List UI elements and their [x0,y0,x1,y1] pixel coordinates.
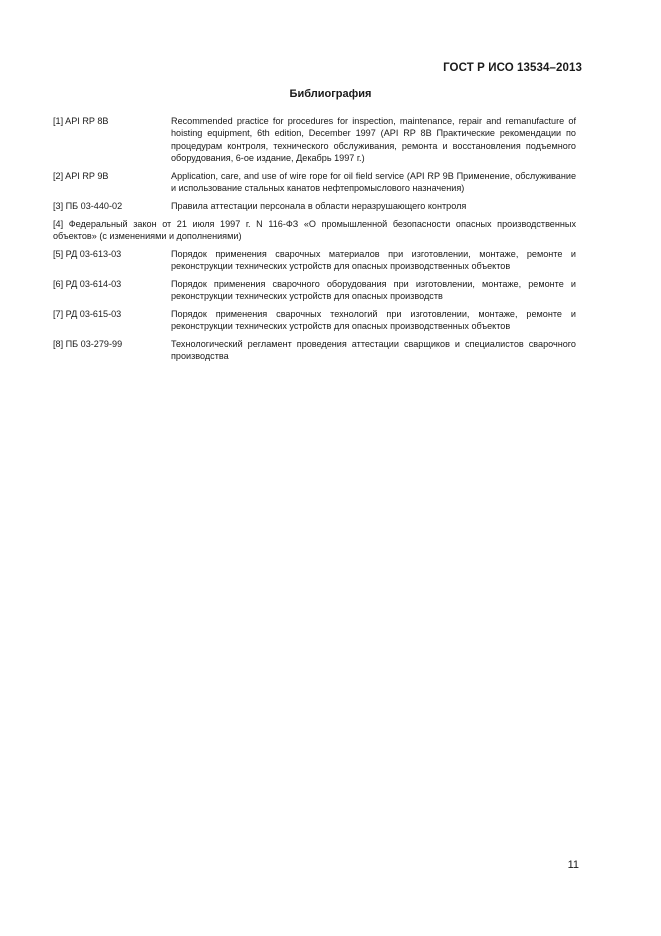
entry-description: Порядок применения сварочных технологий при изготовлении, монтаже, ремонте и реконструкции технических устройств для опасных производственных объектов [171,308,576,332]
bibliography-entry [53,338,576,363]
entry-reference: [8] ПБ 03-279-99 [53,338,123,349]
bibliography-entry-full-width: [4] Федеральный закон от 21 июля 1997 г. N 116-ФЗ «О промышленной безопасности опасных производственных объектов» (с изменениями и дополнениями) [53,218,576,241]
page-number: 11 [567,859,579,871]
document-code: ГОСТ Р ИСО 13534–2013 [443,62,582,74]
entry-reference: [2] API RP 9B [53,170,109,181]
entry-description: Технологический регламент проведения аттестации сварщиков и специалистов сварочного производства [171,338,576,362]
entry-reference: [1] API RP 8B [53,116,109,126]
bibliography-title: Библиография [289,88,372,100]
entry-description: Application, care, and use of wire rope for oil field service (API RP 9B Применение, обслуживание и использование стальных канатов нефтепромыслового назначения) [171,170,576,193]
entry-description: Порядок применения сварочного оборудования при изготовлении, монтаже, ремонте и реконструкции технических устройств для опасных производств [171,278,576,302]
bibliography-entry [53,115,576,164]
entry-reference: [3] ПБ 03-440-02 [53,200,123,211]
entry-description: Recommended practice for procedures for inspection, maintenance, repair and remanufacture of hoisting equipment, 6th edition, December 1997 (API RP 8B Практические рекомендации по процедурам контроля, технического обслуживания, ремонта и восстановления подъемного оборудования, 6-ое издание, Декабрь 1997 г.) [171,116,576,163]
bibliography-entry [53,170,576,195]
bibliography-entry [53,308,576,333]
entry-description: Правила аттестации персонала в области неразрушающего контроля [171,200,467,211]
bibliography-entry [53,248,576,273]
entry-description: Порядок применения сварочных материалов при изготовлении, монтаже, ремонте и реконструкции технических устройств для опасных производственных объектов [171,248,576,271]
entry-reference: [6] РД 03-614-03 [53,278,122,289]
bibliography-list [53,115,576,368]
bibliography-entry [53,200,576,212]
bibliography-entry [53,278,576,303]
entry-reference: [7] РД 03-615-03 [53,308,122,319]
entry-reference: [5] РД 03-613-03 [53,248,122,259]
